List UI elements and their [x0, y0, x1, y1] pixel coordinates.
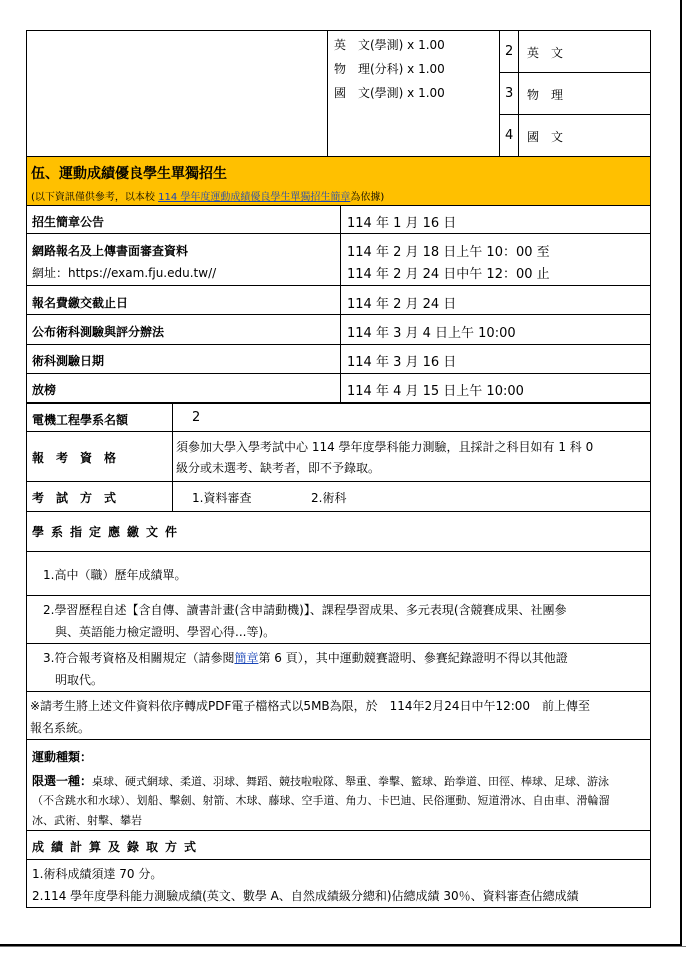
rank-number: 3	[505, 86, 514, 101]
sports-section	[26, 740, 651, 831]
section-title: 伍、運動成績優良學生單獨招生	[31, 166, 227, 182]
schedule-label: 術科測驗日期	[32, 354, 105, 368]
schedule-row	[27, 206, 650, 234]
scoring-title-row	[26, 831, 651, 860]
quota-value: 2	[192, 410, 201, 425]
page-edge-bottom-shadow	[0, 946, 686, 947]
qualification-text-1: 須參加大學入學考試中心 114 學年度學科能力測驗，且採計之科目如有 1 科 0	[176, 440, 594, 454]
sports-title: 運動種類：	[32, 750, 93, 764]
schedule-label: 網路報名及上傳書面審查資料	[32, 244, 189, 258]
schedule-table	[26, 206, 651, 402]
quota-label: 電機工程學系名額	[32, 413, 129, 427]
qualification-row	[27, 432, 650, 482]
schedule-value-2: 114 年 2 月 24 日中午 12：00 止	[347, 267, 550, 282]
rank-subject: 英 文	[527, 46, 564, 60]
section-note: (以下資訊僅供參考，以本校 114 學年度運動成績優良學生單獨招生簡章為依據)	[31, 192, 385, 203]
qualification-text-2: 級分或未選考、缺考者，即不予錄取。	[176, 461, 381, 475]
sports-line-2: （不含跳水和水球）、划船、擊劍、射箭、木球、藤球、空手道、角力、卡巴迪、民俗運動、短道滑冰、自由車、滑輪溜	[32, 794, 610, 807]
schedule-row	[27, 374, 650, 402]
brochure-link[interactable]: 114 學年度運動成績優良學生單獨招生簡章	[158, 192, 351, 203]
rank-row	[499, 31, 650, 73]
qualification-label: 報 考 資 格	[32, 451, 117, 465]
rank-number: 4	[505, 128, 514, 143]
rank-subject: 物 理	[527, 88, 564, 102]
document-item: 3.符合報考資格及相關規定（請參閱簡章第 6 頁），其中運動競賽證明、參賽紀錄證明不得以其他證 明取代。	[26, 644, 651, 692]
schedule-value: 114 年 3 月 16 日	[347, 355, 457, 370]
method-item-1: 1.資料審查	[192, 491, 252, 505]
document-item: 2.學習歷程自述【含自傳、讀書計畫(含申請動機)】、課程學習成果、多元表現(含競賽成果、社團參 與、英語能力檢定證明、學習心得...等)。	[26, 596, 651, 644]
schedule-label: 放榜	[32, 383, 57, 397]
schedule-row	[27, 315, 650, 345]
schedule-label: 招生簡章公告	[32, 215, 105, 229]
schedule-row	[27, 345, 650, 374]
schedule-value: 114 年 2 月 18 日上午 10：00 至	[347, 245, 550, 260]
schedule-row	[27, 286, 650, 315]
schedule-value: 114 年 2 月 24 日	[347, 297, 457, 312]
weight-line-2: 物 理(分科) x 1.00	[334, 62, 445, 76]
section-header	[26, 156, 651, 206]
sports-line-1: 限選一種：桌球、硬式網球、柔道、羽球、舞蹈、競技啦啦隊、舉重、拳擊、籃球、跆拳道、田徑、棒球、足球、游泳	[32, 774, 610, 788]
documents-title: 學系指定應繳文件	[32, 525, 185, 539]
sports-line-3: 冰、武術、射擊、攀岩	[32, 814, 142, 827]
upload-note: ※請考生將上述文件資料依序轉成PDF電子檔格式以5MB為限，於 114年2月24日中午12:00 前上傳至 報名系統。	[26, 692, 651, 740]
registration-url: 網址：https://exam.fju.edu.tw//	[32, 266, 217, 280]
method-row	[27, 482, 650, 512]
quota-row	[27, 404, 650, 432]
method-label: 考 試 方 式	[32, 491, 117, 505]
schedule-value: 114 年 3 月 4 日上午 10:00	[347, 326, 516, 341]
weight-line-1: 英 文(學測) x 1.00	[334, 38, 445, 52]
schedule-row	[27, 234, 650, 286]
schedule-value: 114 年 4 月 15 日上午 10:00	[347, 384, 524, 399]
schedule-value: 114 年 1 月 16 日	[347, 216, 457, 231]
scoring-line-1: 1.術科成績須達 70 分。	[32, 867, 163, 881]
brochure-link-2[interactable]: 簡章	[234, 651, 259, 665]
rank-number: 2	[505, 44, 514, 59]
schedule-label: 報名費繳交截止日	[32, 296, 129, 310]
department-table	[26, 402, 651, 512]
method-item-2: 2.術科	[311, 491, 347, 505]
rank-row	[499, 73, 650, 115]
weights-cell	[327, 30, 500, 157]
weight-line-3: 國 文(學測) x 1.00	[334, 86, 445, 100]
rank-table	[499, 31, 650, 156]
documents-title-row	[26, 512, 651, 552]
scoring-line-2: 2.114 學年度學科能力測驗成績(英文、數學 A、自然成績級分總和)佔總成績 30％、資料審查佔總成績	[32, 889, 579, 903]
scoring-text	[26, 860, 651, 908]
rank-subject: 國 文	[527, 130, 564, 144]
scoring-title: 成績計算及錄取方式	[32, 840, 204, 854]
page-edge-right	[680, 0, 682, 946]
document-item: 1.高中（職）歷年成績單。	[26, 552, 651, 596]
rank-row	[499, 115, 650, 156]
weights-table	[26, 30, 651, 157]
schedule-label: 公布術科測驗與評分辦法	[32, 325, 165, 339]
